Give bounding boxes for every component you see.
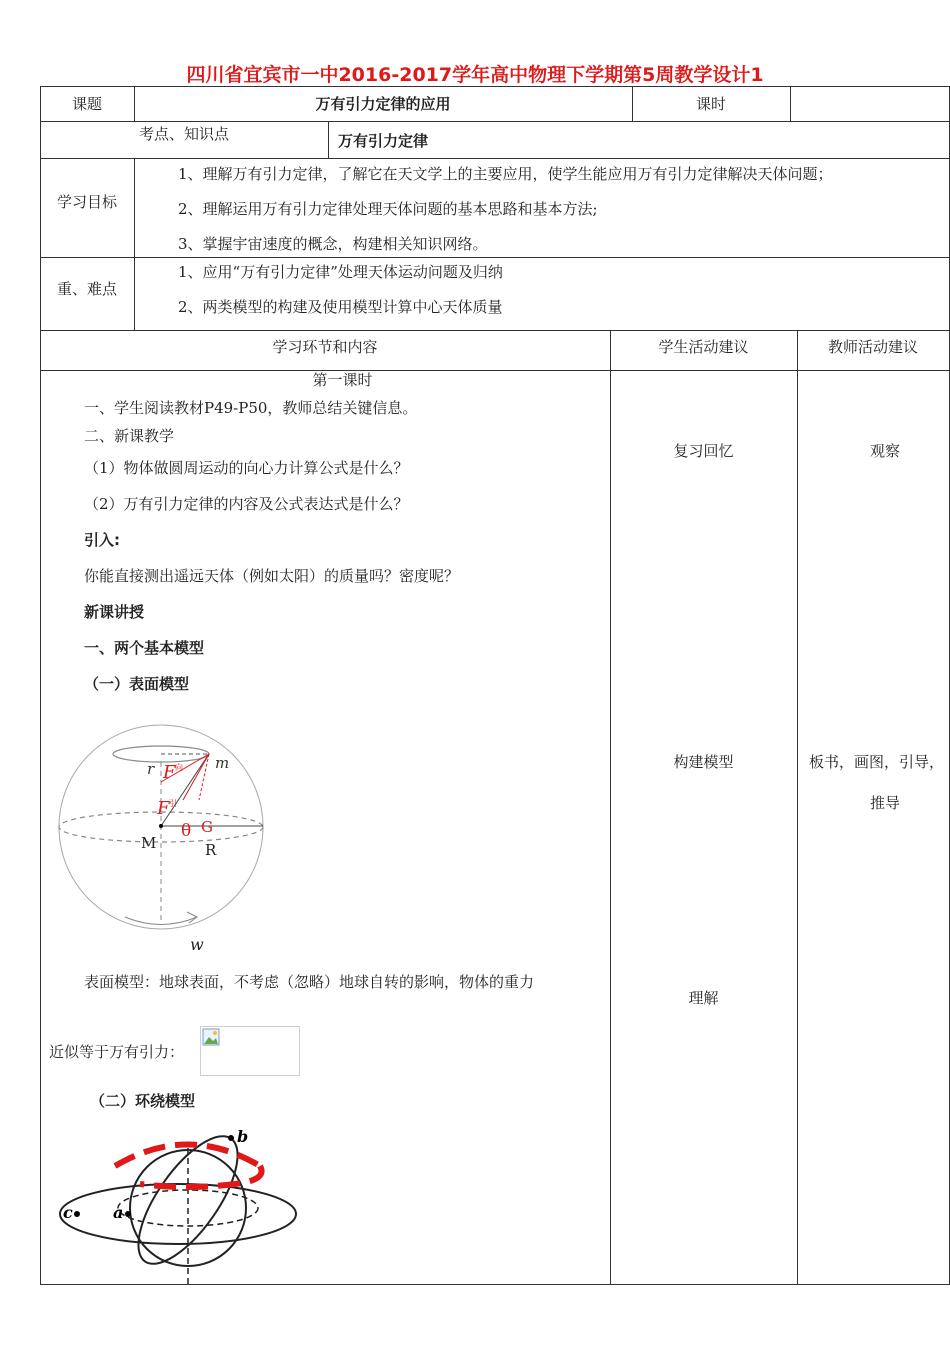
goal-item: 2、理解运用万有引力定律处理天体问题的基本思路和基本方法; — [178, 200, 598, 218]
column-teacher: 教师活动建议 — [827, 338, 918, 356]
label-big-r: R — [205, 841, 217, 859]
document-title: 四川省宜宾市一中2016-2017学年高中物理下学期第5周教学设计1 — [186, 64, 764, 86]
label-a: a — [113, 1203, 124, 1222]
knowledge-value: 万有引力定律 — [338, 132, 429, 150]
label-b: b — [237, 1127, 249, 1146]
period-label: 课时 — [695, 95, 726, 113]
topic-value: 万有引力定律的应用 — [315, 95, 451, 113]
lesson-step: 二、新课教学 — [84, 427, 175, 445]
key-points-label: 重、难点 — [56, 280, 117, 298]
question: （1）物体做圆周运动的向心力计算公式是什么？ — [84, 459, 409, 477]
label-centripetal-force: F — [163, 762, 176, 783]
intro-label: 引入: — [84, 531, 120, 549]
model-heading: （二）环绕模型 — [90, 1092, 196, 1110]
teacher-activity: 观察 — [869, 442, 900, 460]
label-big-m: M — [141, 834, 157, 852]
teacher-activity: 推导 — [869, 794, 900, 812]
goal-item: 3、掌握宇宙速度的概念，构建相关知识网络。 — [178, 235, 488, 253]
label-c: c — [63, 1203, 73, 1222]
goals-label: 学习目标 — [56, 193, 117, 211]
formula-image — [200, 1026, 300, 1076]
label-omega: w — [190, 935, 204, 954]
lesson-step: 一、学生阅读教材P49-P50，教师总结关键信息。 — [84, 399, 418, 417]
label-g: G — [201, 818, 213, 836]
surface-text: 表面模型：地球表面，不考虑（忽略）地球自转的影响，物体的重力 — [84, 973, 535, 991]
question: （2）万有引力定律的内容及公式表达式是什么？ — [84, 495, 409, 513]
label-m: m — [215, 754, 230, 772]
surface-model-figure — [55, 722, 285, 962]
section-heading: 新课讲授 — [84, 603, 145, 621]
orbit-model-figure — [55, 1118, 315, 1284]
student-activity: 理解 — [688, 989, 719, 1007]
label-centripetal-sub: 向 — [175, 763, 183, 772]
intro-text: 你能直接测出遥远天体（例如太阳）的质量吗？密度呢？ — [84, 567, 460, 585]
student-activity: 复习回忆 — [673, 442, 734, 460]
image-placeholder-icon — [202, 1028, 222, 1048]
key-point-item: 1、应用“万有引力定律”处理天体运动问题及归纳 — [178, 263, 503, 281]
approx-text: 近似等于万有引力： — [49, 1043, 185, 1061]
teacher-activity: 板书，画图，引导， — [809, 753, 945, 771]
goal-item: 1、理解万有引力定律，了解它在天文学上的主要应用，使学生能应用万有引力定律解决天体问题； — [178, 165, 833, 183]
model-heading: （一）表面模型 — [84, 675, 190, 693]
label-gravity-force: F — [157, 798, 170, 819]
column-student: 学生活动建议 — [658, 338, 749, 356]
label-theta: θ — [181, 821, 192, 841]
topic-label: 课题 — [71, 95, 102, 113]
session-title: 第一课时 — [312, 371, 373, 389]
column-content: 学习环节和内容 — [272, 338, 378, 356]
student-activity: 构建模型 — [673, 753, 734, 771]
label-r: r — [147, 760, 155, 778]
section-heading: 一、两个基本模型 — [84, 639, 205, 657]
key-point-item: 2、两类模型的构建及使用模型计算中心天体质量 — [178, 298, 503, 316]
knowledge-label: 考点、知识点 — [138, 125, 229, 143]
label-gravity-sub: 引 — [169, 799, 177, 808]
